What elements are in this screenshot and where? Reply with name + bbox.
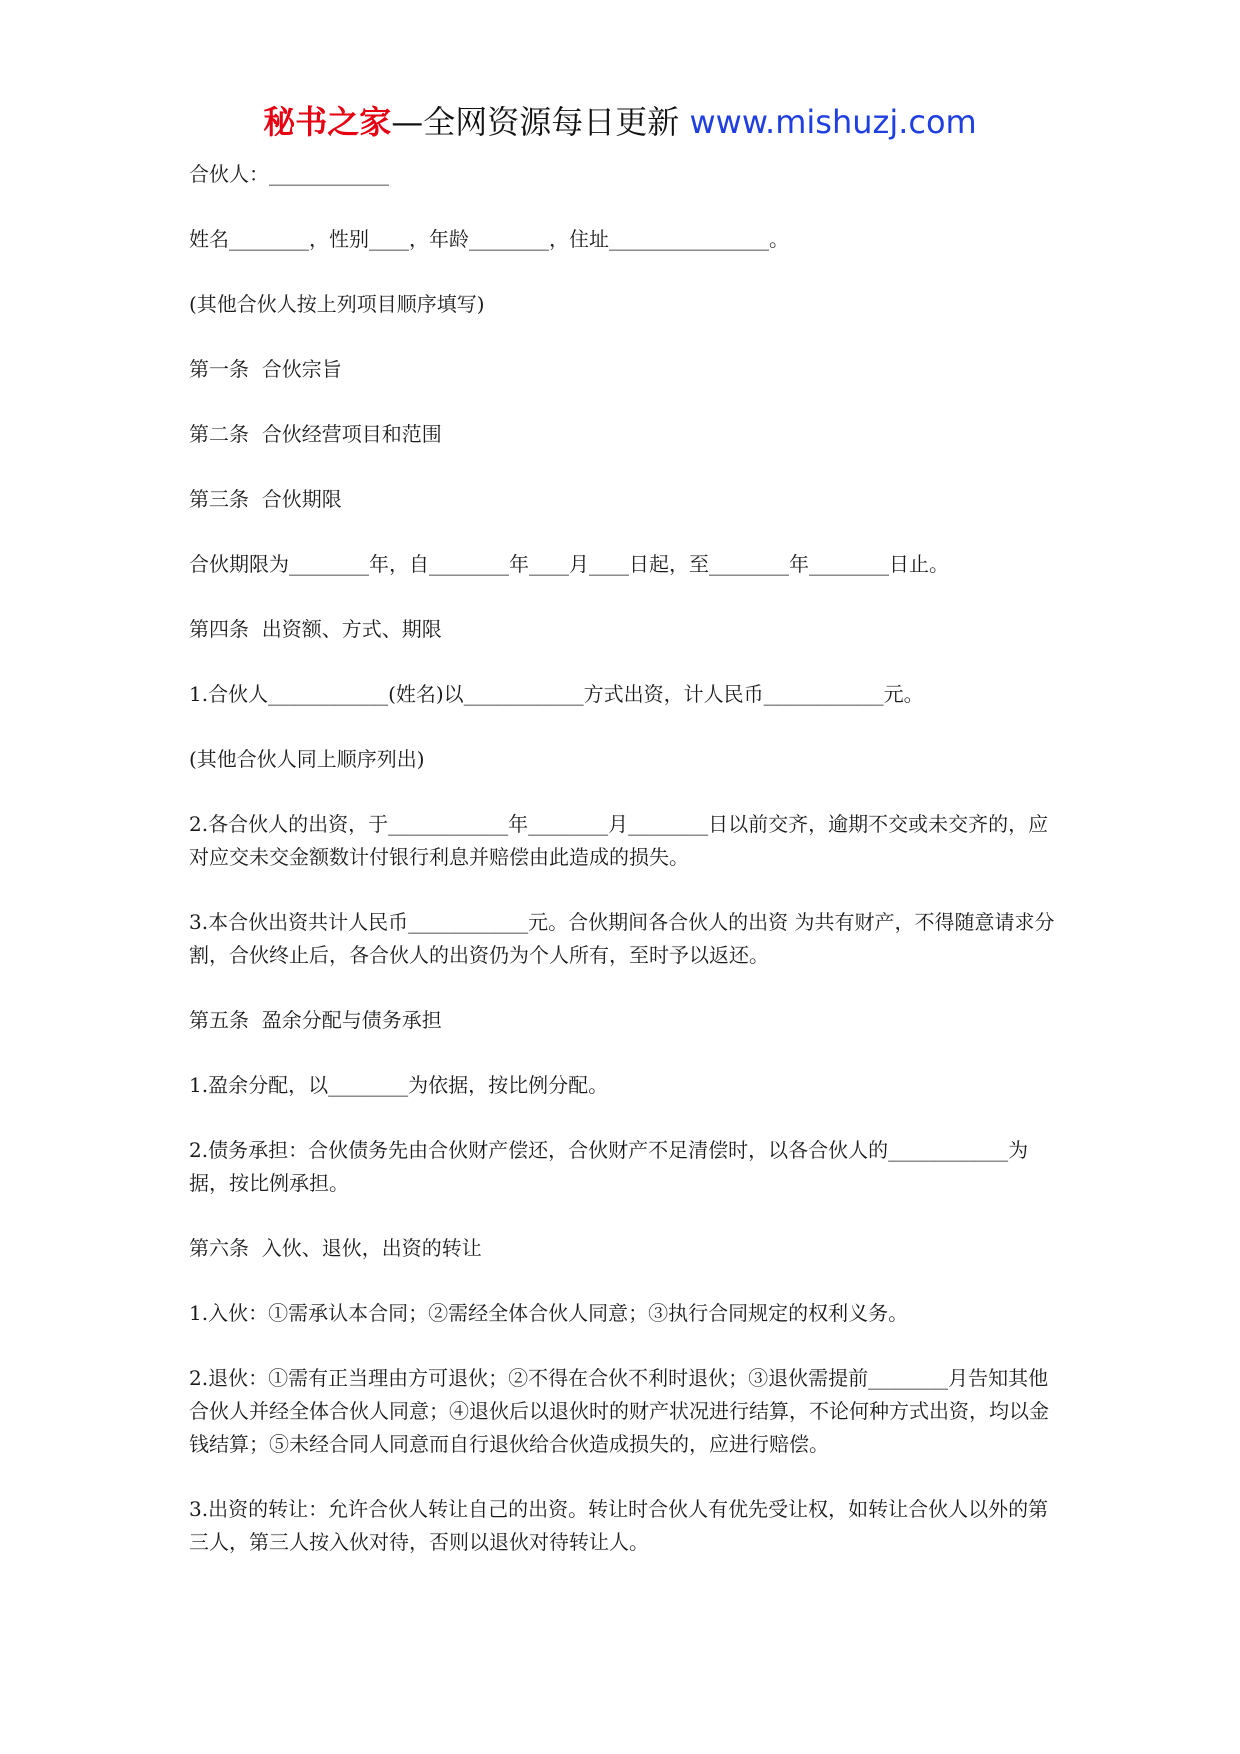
article-4-heading: 第四条 出资额、方式、期限 [189, 617, 442, 641]
partnership-term: 合伙期限为________年，自________年____月____日起，至________年________日止。 [189, 552, 949, 576]
article-2-heading: 第二条 合伙经营项目和范围 [189, 422, 442, 446]
banner-brand: 秘书之家 [263, 103, 392, 141]
partner-line: 合伙人：____________ [189, 162, 389, 186]
contribution-clause-2: 2.各合伙人的出资，于____________年________月________日以前交齐，逾期不交或未交齐的，应对应交未交金额数计付银行利息并赔偿由此造成的损失。 [189, 812, 1049, 869]
debt-bearing: 2.债务承担：合伙债务先由合伙财产偿还，合伙财产不足清偿时，以各合伙人的____________为据，按比例承担。 [189, 1138, 1029, 1195]
transfer-clause: 3.出资的转让：允许合伙人转让自己的出资。转让时合伙人有优先受让权，如转让合伙人以外的第三人，第三人按入伙对待，否则以退伙对待转让人。 [189, 1497, 1049, 1554]
contribution-clause-3: 3.本合伙出资共计人民币____________元。合伙期间各合伙人的出资 为共有财产，不得随意请求分割，合伙终止后，各合伙人的出资仍为个人所有，至时予以返还。 [189, 910, 1055, 967]
article-5-heading: 第五条 盈余分配与债务承担 [189, 1008, 442, 1032]
site-banner [0, 102, 1240, 142]
document-body [189, 158, 1059, 1591]
note-other-partners-listed: (其他合伙人同上顺序列出) [189, 747, 425, 771]
banner-slogan: —全网资源每日更新 [391, 103, 680, 141]
withdrawal-clause: 2.退伙：①需有正当理由方可退伙；②不得在合伙不利时退伙；③退伙需提前________月告知其他合伙人并经全体合伙人同意；④退伙后以退伙时的财产状况进行结算，不论何种方式出资，均以金钱结算；⑤未经合同人同意而自行退伙给合伙造成损失的，应进行赔偿。 [189, 1366, 1049, 1456]
article-1-heading: 第一条 合伙宗旨 [189, 357, 342, 381]
joining-clause: 1.入伙：①需承认本合同；②需经全体合伙人同意；③执行合同规定的权利义务。 [189, 1301, 909, 1325]
article-3-heading: 第三条 合伙期限 [189, 487, 342, 511]
profit-distribution: 1.盈余分配，以________为依据，按比例分配。 [189, 1073, 609, 1097]
article-6-heading: 第六条 入伙、退伙，出资的转让 [189, 1236, 482, 1260]
banner-site-url[interactable]: www.mishuzj.com [679, 103, 977, 141]
partner-info-line: 姓名________，性别____，年龄________，住址________________。 [189, 227, 789, 251]
note-other-partners: (其他合伙人按上列项目顺序填写) [189, 292, 485, 316]
contribution-clause-1: 1.合伙人____________(姓名)以____________方式出资，计人民币____________元。 [189, 682, 924, 706]
